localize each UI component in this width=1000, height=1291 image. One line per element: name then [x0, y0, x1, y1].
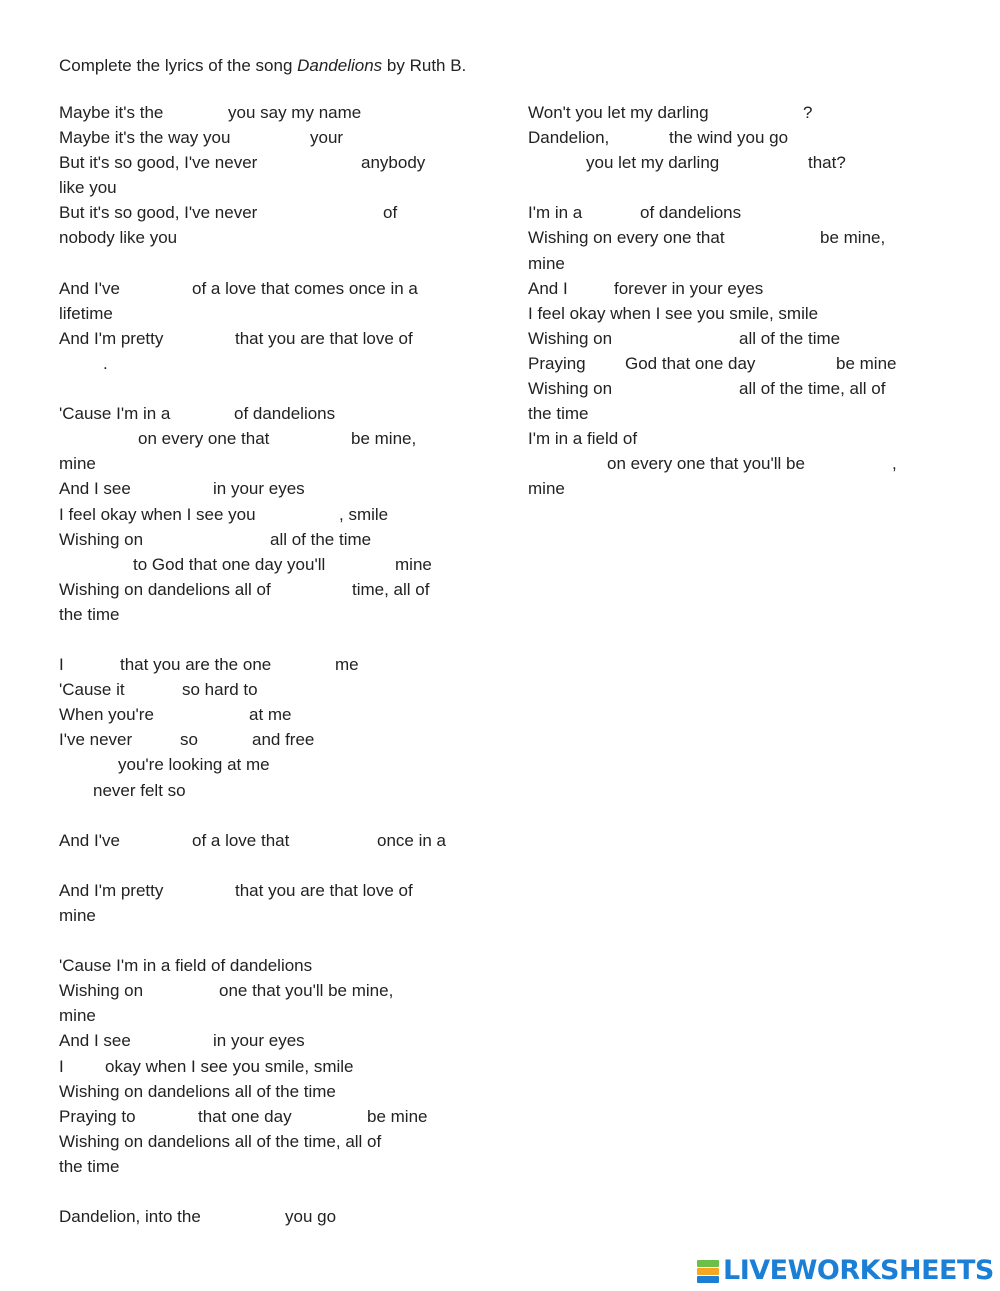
lyric-fragment: mine: [528, 253, 565, 273]
lyric-fragment: and free: [252, 730, 315, 750]
lyric-line: [59, 778, 489, 803]
lyric-line: [59, 828, 489, 853]
lyric-fragment: And I see: [59, 479, 131, 499]
lyric-fragment: so hard to: [182, 680, 258, 700]
lyric-fragment: And I'm pretty: [59, 328, 164, 348]
lyric-fragment: And I see: [59, 1031, 131, 1051]
lyric-fragment: be mine,: [351, 429, 417, 449]
lyric-line: [59, 351, 489, 376]
lyric-fragment: nobody like you: [59, 228, 178, 248]
lyric-fragment: anybody: [361, 153, 426, 173]
lyric-fragment: the time: [528, 404, 589, 424]
lyric-line: [528, 251, 958, 276]
title-suffix: by Ruth B.: [382, 56, 467, 75]
lyric-fragment: that you are the one: [120, 655, 272, 675]
lyric-fragment: Won't you let my darling: [528, 103, 709, 122]
lyric-fragment: mine: [59, 1006, 96, 1026]
lyric-fragment: When you're: [59, 705, 154, 725]
lyric-line: [59, 401, 489, 426]
lyric-fragment: mine: [528, 479, 565, 499]
lyric-fragment: I'm in a field of: [528, 429, 638, 449]
lyric-line: [59, 476, 489, 501]
lyric-fragment: on every one that you'll be: [607, 454, 805, 474]
lyric-fragment: Dandelion,: [528, 128, 610, 148]
lyric-fragment: that?: [808, 153, 846, 173]
song-title: Dandelions: [297, 56, 383, 75]
lyric-fragment: 'Cause I'm in a: [59, 404, 171, 424]
lyric-line: [59, 577, 489, 602]
lyric-fragment: the time: [59, 1156, 120, 1176]
lyric-fragment: of: [383, 203, 398, 223]
lyric-fragment: forever in your eyes: [614, 278, 764, 298]
lyric-line: [59, 602, 489, 627]
title-prefix: Complete the lyrics of the song: [59, 56, 298, 75]
lyric-line: [59, 1003, 489, 1028]
lyric-line: [59, 652, 489, 677]
lyric-fragment: that one day: [198, 1106, 292, 1126]
lyric-line: [528, 451, 958, 476]
lyric-fragment: the wind you go: [669, 128, 789, 148]
lyric-line: [59, 1154, 489, 1179]
lyric-fragment: Wishing on dandelions all of the time, all of: [59, 1131, 382, 1151]
lyrics-right-column: [528, 100, 958, 502]
lyric-fragment: I: [59, 655, 64, 675]
lyric-line: [528, 301, 958, 326]
lyric-fragment: you let my darling: [586, 153, 720, 173]
lyric-line: [59, 878, 489, 903]
lyric-fragment: be mine: [367, 1106, 428, 1126]
lyric-fragment: me: [335, 655, 359, 675]
lyric-line: [528, 376, 958, 401]
lyric-fragment: God that one day: [625, 353, 756, 373]
lyric-line: [59, 326, 489, 351]
lyric-fragment: in your eyes: [213, 1031, 305, 1051]
lyric-fragment: Maybe it's the: [59, 103, 164, 122]
logo-text: LIVEWORKSHEETS: [723, 1255, 994, 1286]
lyric-fragment: .: [103, 353, 108, 373]
lyric-line: [59, 702, 489, 727]
lyric-fragment: And I've: [59, 830, 120, 850]
lyric-line: [59, 175, 489, 200]
lyric-fragment: I've never: [59, 730, 133, 750]
lyric-line: [59, 1054, 489, 1079]
lyric-fragment: I feel okay when I see you smile, smile: [528, 303, 819, 323]
lyric-fragment: be mine,: [820, 228, 886, 248]
lyric-fragment: lifetime: [59, 303, 113, 323]
lyric-fragment: Wishing on dandelions all of the time: [59, 1081, 336, 1101]
lyric-fragment: you're looking at me: [118, 755, 270, 775]
lyric-fragment: ,: [892, 454, 897, 474]
lyric-line: [59, 903, 489, 928]
lyric-line: [528, 401, 958, 426]
lyric-fragment: , smile: [339, 504, 389, 524]
lyric-fragment: one that you'll be mine,: [219, 981, 394, 1001]
lyric-fragment: But it's so good, I've never: [59, 153, 258, 173]
lyric-line: [59, 276, 489, 301]
lyric-fragment: you say my name: [228, 103, 362, 122]
lyric-fragment: Wishing on: [59, 981, 144, 1001]
lyric-line: [59, 251, 489, 276]
lyric-line: [528, 326, 958, 351]
lyric-fragment: your: [310, 128, 344, 148]
lyric-fragment: that you are that love of: [235, 328, 413, 348]
lyric-fragment: Wishing on: [528, 328, 613, 348]
lyric-fragment: And I've: [59, 278, 120, 298]
lyric-fragment: you go: [285, 1207, 337, 1227]
lyric-line: [528, 351, 958, 376]
liveworksheets-logo: [697, 1256, 994, 1286]
lyric-fragment: once in a: [377, 830, 446, 850]
lyric-line: [59, 1204, 489, 1229]
lyric-line: [59, 928, 489, 953]
lyric-line: [59, 225, 489, 250]
lyric-line: [59, 752, 489, 777]
lyric-fragment: I'm in a: [528, 203, 583, 223]
lyric-line: [528, 150, 958, 175]
lyric-fragment: mine: [395, 554, 432, 574]
lyric-fragment: so: [180, 730, 198, 750]
lyric-line: [59, 200, 489, 225]
lyric-line: [528, 100, 958, 125]
lyric-fragment: mine: [59, 454, 96, 474]
lyric-fragment: that you are that love of: [235, 880, 413, 900]
lyric-line: [59, 978, 489, 1003]
lyric-fragment: be mine: [836, 353, 897, 373]
lyric-line: [59, 552, 489, 577]
lyric-fragment: But it's so good, I've never: [59, 203, 258, 223]
lyric-fragment: I: [59, 1056, 64, 1076]
lyric-fragment: okay when I see you smile, smile: [105, 1056, 354, 1076]
lyric-fragment: of a love that: [192, 830, 290, 850]
lyric-line: [59, 1179, 489, 1204]
lyric-line: [59, 953, 489, 978]
lyric-line: [59, 502, 489, 527]
lyric-fragment: I feel okay when I see you: [59, 504, 256, 524]
lyric-fragment: all of the time, all of: [739, 379, 886, 399]
lyric-line: [528, 476, 958, 501]
lyric-line: [59, 1079, 489, 1104]
lyric-fragment: Praying to: [59, 1106, 136, 1126]
lyric-fragment: all of the time: [270, 529, 372, 549]
lyric-fragment: time, all of: [352, 579, 430, 599]
lyric-line: [528, 175, 958, 200]
lyric-line: [59, 301, 489, 326]
lyric-line: [59, 1104, 489, 1129]
lyric-fragment: Wishing on every one that: [528, 228, 725, 248]
lyric-line: [59, 627, 489, 652]
lyric-line: [59, 1129, 489, 1154]
lyric-line: [59, 527, 489, 552]
lyric-fragment: ?: [803, 103, 813, 122]
lyric-line: [59, 727, 489, 752]
lyric-fragment: mine: [59, 906, 96, 925]
lyric-fragment: of a love that comes once in a: [192, 278, 418, 298]
lyric-line: [528, 426, 958, 451]
worksheet-title: [59, 56, 466, 76]
lyric-line: [59, 100, 489, 125]
lyric-fragment: Wishing on: [59, 529, 144, 549]
lyric-fragment: never felt so: [93, 780, 186, 800]
lyric-line: [59, 1028, 489, 1053]
logo-mark-icon: [697, 1260, 719, 1283]
lyric-fragment: at me: [249, 705, 292, 725]
lyric-fragment: Wishing on dandelions all of: [59, 579, 271, 599]
lyric-line: [528, 225, 958, 250]
lyric-line: [59, 677, 489, 702]
lyric-line: [59, 853, 489, 878]
lyric-fragment: And I'm pretty: [59, 880, 164, 900]
lyric-fragment: of dandelions: [640, 203, 742, 223]
lyric-line: [59, 376, 489, 401]
lyric-fragment: to God that one day you'll: [133, 554, 326, 574]
lyric-fragment: on every one that: [138, 429, 270, 449]
lyric-fragment: like you: [59, 178, 117, 198]
lyric-fragment: 'Cause it: [59, 680, 125, 700]
lyric-fragment: And I: [528, 278, 568, 298]
lyric-fragment: Dandelion, into the: [59, 1207, 201, 1227]
lyric-line: [528, 125, 958, 150]
lyric-line: [59, 803, 489, 828]
lyric-line: [528, 200, 958, 225]
lyric-line: [59, 426, 489, 451]
lyric-fragment: Wishing on: [528, 379, 613, 399]
lyric-fragment: all of the time: [739, 328, 841, 348]
lyric-line: [59, 150, 489, 175]
lyric-fragment: of dandelions: [234, 404, 336, 424]
lyric-fragment: in your eyes: [213, 479, 305, 499]
lyric-line: [528, 276, 958, 301]
lyric-line: [59, 125, 489, 150]
lyric-fragment: Maybe it's the way you: [59, 128, 231, 148]
lyric-fragment: 'Cause I'm in a field of dandelions: [59, 956, 313, 976]
lyric-line: [59, 451, 489, 476]
lyric-fragment: Praying: [528, 353, 586, 373]
lyric-fragment: the time: [59, 604, 120, 624]
lyrics-left-column: [59, 100, 489, 1229]
